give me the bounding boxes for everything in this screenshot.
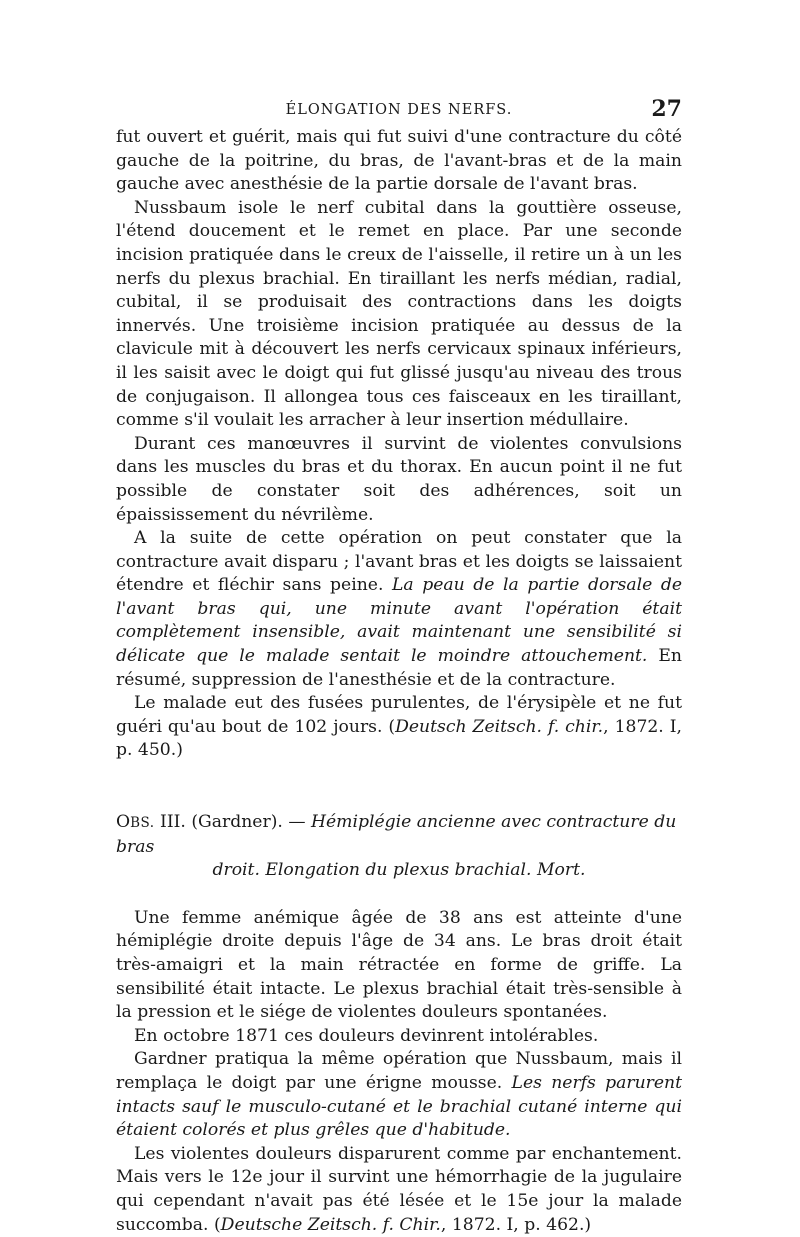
observation-heading-line1 xyxy=(116,811,682,859)
paragraph-october: En octobre 1871 ces douleurs devinrent intolérables. xyxy=(134,1025,599,1046)
paragraph-continuation: fut ouvert et guérit, mais qui fut suivi d'une contracture du côté gauche de la poitrine, du bras, de l'avant-bras et de la main gauche avec anesthésie de la partie dorsale de l'avant bras. xyxy=(116,127,682,195)
page-number: 27 xyxy=(651,96,682,122)
paragraph-convulsions: Durant ces manœuvres il survint de violentes convulsions dans les muscles du bras et du thorax. En aucun point il ne fut possible de constater soit des adhérences, soit un épaississement du névrilème. xyxy=(116,433,682,525)
death-citation-end: , 1872. I, p. 462.) xyxy=(440,1214,592,1235)
outcome-text: Le malade eut des fusées purulentes, de l'érysipèle et ne fut guéri qu'au bout de 102 jours. ( xyxy=(116,693,682,737)
obs-title-line1: Hémiplégie ancienne avec contracture du bras xyxy=(116,812,677,857)
section-gardner xyxy=(116,907,682,1237)
gardner-text: Gardner pratiqua la même opération que Nussbaum, mais il remplaça le doigt par une érigne mousse. xyxy=(116,1049,682,1093)
observation-heading xyxy=(116,811,682,883)
result-italic-text: La peau de la partie dorsale de l'avant bras qui, une minute avant l'opération était complètement insensible, avait maintenant une sensibilité si délicate que le malade sentait le moindre attouchement. xyxy=(116,575,682,667)
page xyxy=(116,96,682,1237)
paragraph-nussbaum-operation: Nussbaum isole le nerf cubital dans la gouttière osseuse, l'étend doucement et le remet en place. Par une seconde incision pratiquée dans le creux de l'aisselle, il retire un à un les nerfs du plexus brachial. En tiraillant les nerfs médian, radial, cubital, il se produisait des contractions dans les doigts innervés. Une troisième incision pratiquée au dessus de la clavicule mit à découvert les nerfs cervicaux spinaux inférieurs, il les saisit avec le doigt qui fut glissé jusqu'au niveau des trous de conjugaison. Il allongea tous ces faisceaux en les tiraillant, comme s'il voulait les arracher à leur insertion médullaire. xyxy=(116,197,682,431)
section-nussbaum xyxy=(116,126,682,763)
gardner-italic-text: Les nerfs parurent intacts sauf le musculo-cutané et le brachial cutané interne qui étaient colorés et plus grêles que d'habitude. xyxy=(116,1072,683,1141)
result-summary: En résumé, suppression de l'anesthésie et de la contracture. xyxy=(116,646,682,690)
death-citation: Deutsche Zeitsch. f. Chir. xyxy=(220,1214,441,1235)
obs-title-line2: droit. Elongation du plexus brachial. Mort. xyxy=(212,860,586,881)
obs-number-author: III. (Gardner). — xyxy=(160,812,306,833)
paragraph-death xyxy=(116,1143,682,1237)
death-text: Les violentes douleurs disparurent comme par enchantement. Mais vers le 12e jour il survint une hémorrhagie de la jugulaire qui cependant n'avait pas été lésée et le 15e jour la malade succomba. ( xyxy=(116,1143,682,1235)
paragraph-gardner-operation xyxy=(116,1048,682,1142)
outcome-citation: Deutsch Zeitsch. f. chir. xyxy=(395,716,604,737)
paragraph-result xyxy=(116,527,682,692)
running-title: ÉLONGATION DES NERFS. xyxy=(285,102,513,118)
outcome-citation-end: , 1872. I, p. 450.) xyxy=(116,716,682,761)
running-head xyxy=(116,96,682,126)
result-text: A la suite de cette opération on peut constater que la contracture avait disparu ; l'avant bras et les doigts se laissaient étendre et fléchir sans peine. xyxy=(116,528,682,596)
paragraph-outcome xyxy=(116,692,682,763)
obs-label-initial: O xyxy=(116,812,131,833)
obs-label-rest: BS. xyxy=(130,815,155,832)
paragraph-patient: Une femme anémique âgée de 38 ans est atteinte d'une hémiplégie droite depuis l'âge de 34 ans. Le bras droit était très-amaigri et la main rétractée en forme de griffe. La sensibilité était intacte. Le plexus brachial était très-sensible à la pression et le siége de violentes douleurs spontanées. xyxy=(116,907,682,1023)
